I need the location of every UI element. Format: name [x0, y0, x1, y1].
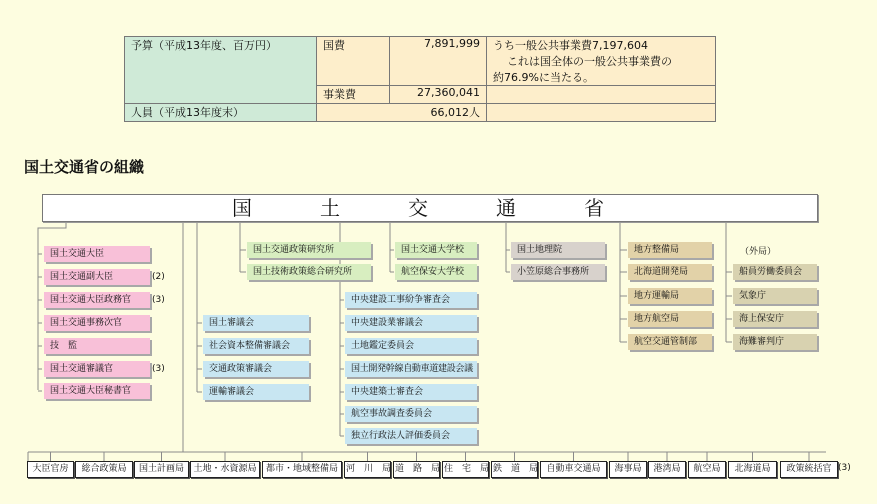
internal-bureau-box: 政策統括官: [780, 461, 838, 478]
external-bureau-box: 船員労働委員会: [733, 264, 817, 280]
external-bureau-box: 海難審判庁: [733, 334, 817, 350]
budget-amount-national: 7,891,999: [390, 37, 487, 86]
council-box: 社会資本整備審議会: [203, 338, 309, 354]
staff-label: 人員（平成13年度末）: [125, 104, 317, 122]
special-org-box: 小笠原総合事務所: [511, 264, 605, 280]
committee-box: 中央建設工事紛争審査会: [345, 292, 477, 308]
committee-box: 航空事故調査委員会: [345, 406, 477, 422]
parliamentary-secretary-count: (3): [152, 295, 165, 305]
committee-box: 国土開発幹線自動車道建設会議: [345, 361, 477, 377]
budget-note-line: これは国全体の一般公共事業費の: [507, 55, 672, 68]
internal-bureau-box: 道 路 局: [393, 461, 440, 478]
internal-bureau-box: 北海道局: [728, 461, 777, 478]
regional-office-box: 北海道開発局: [628, 264, 712, 280]
internal-bureau-box: 河 川 局: [344, 461, 391, 478]
regional-office-box: 地方整備局: [628, 242, 712, 258]
section-title: 国土交通省の組織: [24, 158, 145, 176]
vice-minister-admin-box: 国土交通事務次官: [44, 315, 150, 331]
regional-office-box: 地方運輸局: [628, 288, 712, 304]
internal-bureau-box: 都市・地域整備局: [262, 461, 342, 478]
external-bureaus-label: （外局）: [740, 247, 777, 257]
internal-bureau-box: 自動車交通局: [540, 461, 607, 478]
council-box: 国土審議会: [203, 315, 309, 331]
committee-box: 土地鑑定委員会: [345, 338, 477, 354]
special-org-box: 国土地理院: [511, 242, 605, 258]
vice-minister-box: 国土交通副大臣: [44, 269, 150, 285]
minister-box: 国土交通大臣: [44, 246, 150, 262]
external-bureau-box: 気象庁: [733, 288, 817, 304]
external-bureau-box: 海上保安庁: [733, 311, 817, 327]
research-institute-box: 国土交通政策研究所: [247, 242, 371, 258]
budget-amount-project: 27,360,041: [390, 86, 487, 104]
budget-item-project: 事業費: [317, 86, 390, 104]
councillor-box: 国土交通審議官: [44, 361, 150, 377]
committee-box: 中央建設業審議会: [345, 315, 477, 331]
budget-item-national: 国費: [317, 37, 390, 86]
staff-value: 66,012人: [317, 104, 487, 122]
internal-bureau-box: 総合政策局: [75, 461, 133, 478]
academy-box: 国土交通大学校: [395, 242, 477, 258]
committee-box: 独立行政法人評価委員会: [345, 428, 477, 444]
budget-note-line: うち一般公共事業費7,197,604: [493, 39, 648, 52]
budget-note-line: 約76.9%に当たる。: [493, 71, 594, 84]
internal-bureau-box: 住 宅 局: [442, 461, 489, 478]
ministers-secretary-box: 国土交通大臣秘書官: [44, 383, 150, 399]
internal-bureau-box: 大臣官房: [27, 461, 74, 478]
parliamentary-secretary-box: 国土交通大臣政務官: [44, 292, 150, 308]
internal-bureau-box: 土地・水資源局: [190, 461, 260, 478]
regional-office-box: 地方航空局: [628, 311, 712, 327]
vice-minister-count: (2): [152, 272, 165, 282]
research-institute-box: 国土技術政策総合研究所: [247, 264, 371, 280]
internal-bureau-box: 鉄 道 局: [491, 461, 538, 478]
regional-office-box: 航空交通管制部: [628, 334, 712, 350]
internal-bureau-box: 海事局: [609, 461, 647, 478]
council-box: 運輸審議会: [203, 384, 309, 400]
internal-bureau-box: 港湾局: [648, 461, 686, 478]
policy-director-count: (3): [838, 463, 851, 473]
engineering-director-box: 技 監: [44, 338, 150, 354]
council-box: 交通政策審議会: [203, 361, 309, 377]
ministry-name: 国 土 交 通 省: [42, 194, 818, 222]
internal-bureau-box: 航空局: [688, 461, 726, 478]
budget-label: 予算（平成13年度、百万円）: [125, 37, 317, 104]
committee-box: 中央建築士審査会: [345, 384, 477, 400]
academy-box: 航空保安大学校: [395, 264, 477, 280]
councillor-count: (3): [152, 364, 165, 374]
internal-bureau-box: 国土計画局: [134, 461, 189, 478]
